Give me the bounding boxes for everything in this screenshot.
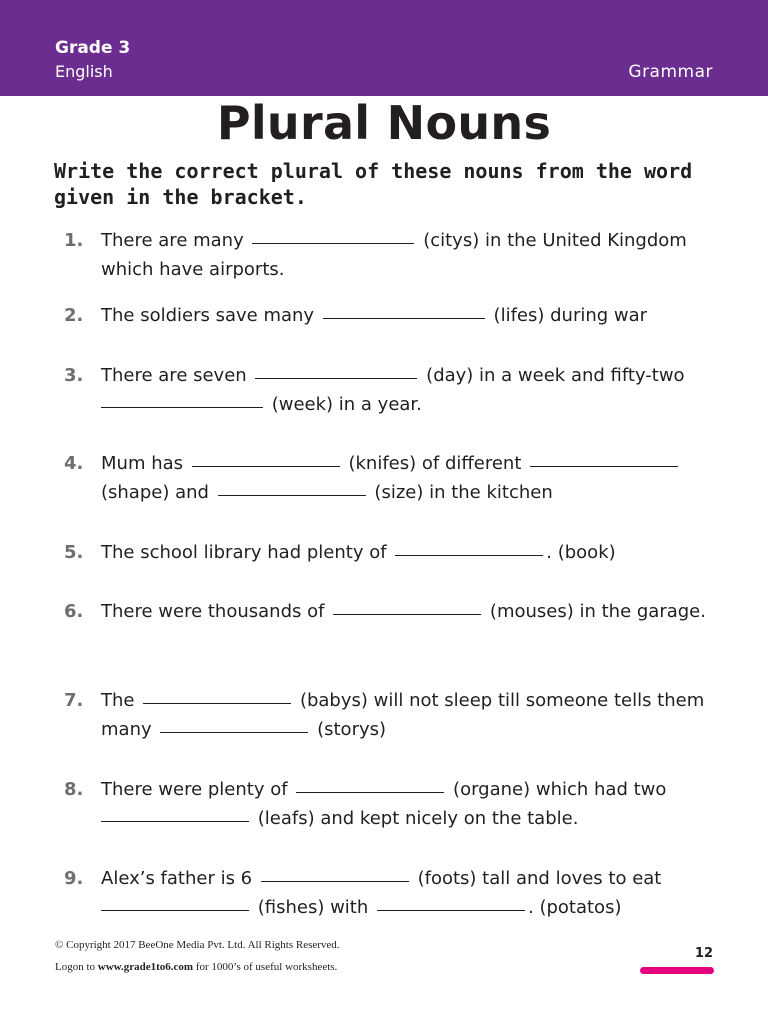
answer-blank[interactable] [261,880,409,882]
answer-blank[interactable] [192,465,340,467]
website-notice [55,961,337,973]
question-text-part: (babys) will not sleep till someone tells them many [101,690,705,740]
question-text-part: . (potatos) [528,897,622,918]
website-link[interactable]: www.grade1to6.com [97,961,194,973]
answer-blank[interactable] [530,465,678,467]
question-text [101,449,731,507]
question-text-part: There were thousands of [101,601,325,622]
question-text [101,538,731,567]
question-text-part: (leafs) and kept nicely on the table. [257,808,579,829]
answer-blank[interactable] [323,317,485,319]
question-text-part: (foots) tall and loves to eat [417,868,662,889]
question-number: 7. [64,690,84,711]
question-text-part: There are many [101,230,244,251]
answer-blank[interactable] [333,613,481,615]
header-band [0,0,768,96]
question-text-part: (size) in the kitchen [374,482,553,503]
answer-blank[interactable] [101,909,249,911]
question-text [101,864,731,922]
page-title: Plural Nouns [216,96,552,150]
logon-suffix: for 1000’s of useful worksheets. [195,961,338,973]
question-text-part: The school library had plenty of [101,542,387,563]
question-text-part: There were plenty of [101,779,288,800]
question-number: 1. [64,230,84,251]
question-text [101,775,731,833]
question-text-part: (organe) which had two [453,779,667,800]
copyright-notice: © Copyright 2017 BeeOne Media Pvt. Ltd. All Rights Reserved. [55,939,340,951]
answer-blank[interactable] [377,909,525,911]
answer-blank[interactable] [101,406,263,408]
answer-blank[interactable] [218,494,366,496]
question-text [101,686,731,744]
question-text-part: (day) in a week and fifty-two [426,365,685,386]
question-text-part: (mouses) in the garage. [489,601,706,622]
question-number: 6. [64,601,84,622]
answer-blank[interactable] [395,554,543,556]
question-text-part: . (book) [546,542,616,563]
question-text-part: (week) in a year. [271,394,422,415]
question-text-part: (storys) [317,719,387,740]
question-text-part: Alex’s father is 6 [101,868,253,889]
question-text-part: The [101,690,135,711]
answer-blank[interactable] [160,731,308,733]
answer-blank[interactable] [296,791,444,793]
question-text-part: (lifes) during war [493,305,648,326]
question-text-part: The soldiers save many [101,305,315,326]
grade-label: Grade 3 [55,38,131,58]
answer-blank[interactable] [101,820,249,822]
question-text-part: (citys) in the United Kingdom which have airports. [101,230,687,280]
question-text-part: There are seven [101,365,247,386]
question-text-part: Mum has [101,453,184,474]
question-text-part: (shape) and [101,482,209,503]
page-number: 12 [694,946,713,961]
question-text [101,301,731,330]
instructions: Write the correct plural of these nouns from the word given in the bracket. [54,159,693,209]
question-number: 2. [64,305,84,326]
answer-blank[interactable] [255,377,417,379]
answer-blank[interactable] [252,242,414,244]
question-text [101,361,731,419]
logon-prefix: Logon to [55,961,96,973]
footer-logo-bar [640,967,714,974]
answer-blank[interactable] [143,702,291,704]
question-number: 8. [64,779,84,800]
question-number: 4. [64,453,84,474]
category-label: Grammar [628,62,713,82]
subject-label: English [55,62,113,81]
question-number: 3. [64,365,84,386]
question-text [101,226,731,284]
question-text-part: (knifes) of different [348,453,522,474]
question-number: 9. [64,868,84,889]
question-text [101,597,731,626]
question-number: 5. [64,542,84,563]
question-text-part: (fishes) with [257,897,369,918]
